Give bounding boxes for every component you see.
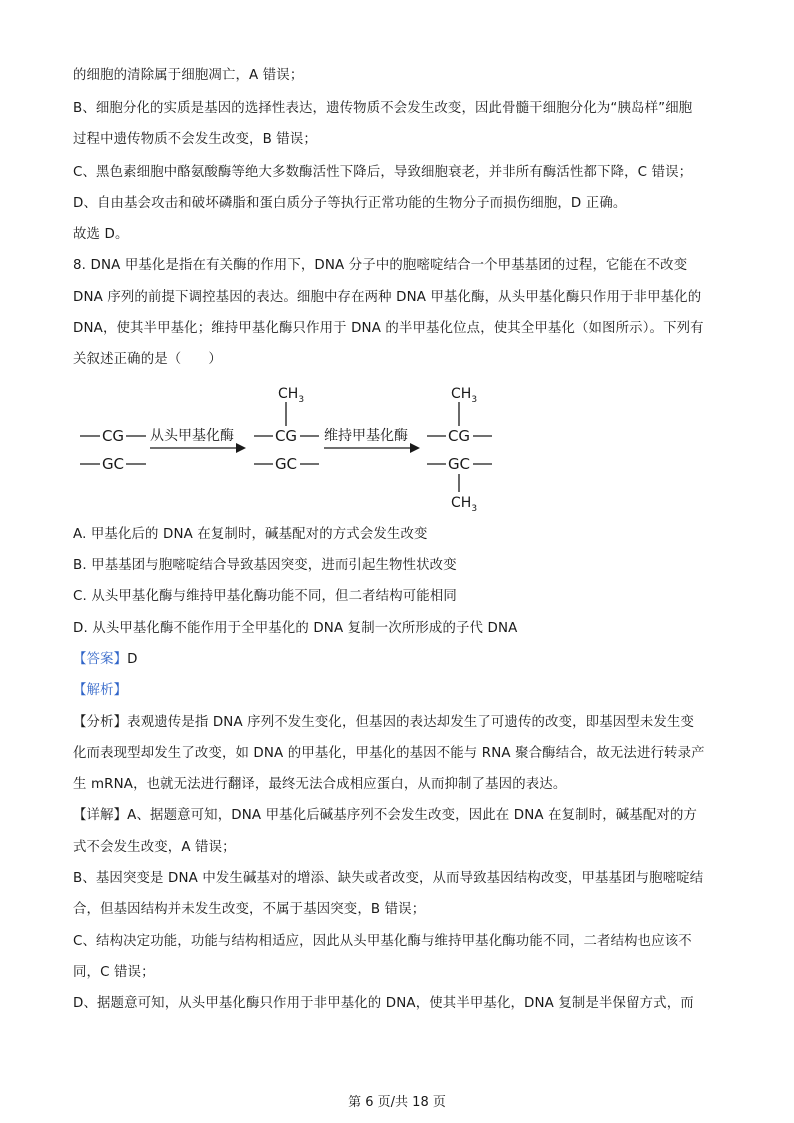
arrow-head <box>236 443 246 453</box>
enzyme-label-maintenance: 维持甲基化酶 <box>324 428 408 444</box>
answer-tag: 【答案】 <box>73 652 128 667</box>
text-line: 故选 D。 <box>73 227 129 242</box>
arrow-head <box>410 443 420 453</box>
strand-top-label: CG <box>101 427 125 445</box>
analysis-line: 化而表现型却发生了改变，如 DNA 的甲基化，甲基化的基因不能与 RNA 聚合酶结合，故无法进行转录产 <box>73 746 705 761</box>
strand-top-label: CG <box>447 427 471 445</box>
text-line: B、细胞分化的实质是基因的选择性表达，遗传物质不会发生改变，因此骨髓干细胞分化为“胰岛样”细胞 <box>73 101 693 116</box>
detail-line: C、结构决定功能，功能与结构相适应，因此从头甲基化酶与维持甲基化酶功能不同，二者结构也应该不 <box>73 934 692 949</box>
question-stem: DNA，使其半甲基化；维持甲基化酶只作用于 DNA 的半甲基化位点，使其全甲基化（如图所示）。下列有 <box>73 321 704 336</box>
question-stem: DNA 序列的前提下调控基因的表达。细胞中存在两种 DNA 甲基化酶，从头甲基化酶只作用于非甲基化的 <box>73 290 702 305</box>
answer-value: D <box>127 652 138 667</box>
answer-line <box>73 650 733 670</box>
methylation-diagram <box>0 0 794 520</box>
detail-tag: 【详解】 <box>73 808 128 823</box>
text-line: 过程中遗传物质不会发生改变，B 错误； <box>73 132 317 147</box>
question-stem: 关叙述正确的是（ ） <box>73 352 222 367</box>
strand-top-label: CG <box>274 427 298 445</box>
detail-line: 同，C 错误； <box>73 965 155 980</box>
option-d: D. 从头甲基化酶不能作用于全甲基化的 DNA 复制一次所形成的子代 DNA <box>73 621 518 636</box>
detail-text: A、据题意可知，DNA 甲基化后碱基序列不会发生改变，因此在 DNA 在复制时，碱基配对的方 <box>127 808 698 823</box>
analysis-heading <box>73 681 733 701</box>
strand-bottom-label: GC <box>101 455 125 473</box>
detail-line: D、据题意可知，从头甲基化酶只作用于非甲基化的 DNA，使其半甲基化，DNA 复制是半保留方式，而 <box>73 996 694 1011</box>
analysis-text: 表观遗传是指 DNA 序列不发生变化，但基因的表达却发生了可遗传的改变，即基因型未发生变 <box>127 715 695 730</box>
strand-bottom-label: GC <box>274 455 298 473</box>
option-b: B. 甲基基团与胞嘧啶结合导致基因突变，进而引起生物性状改变 <box>73 558 457 573</box>
methyl-group-label: $CH_3$ <box>451 495 478 514</box>
analysis-line: 生 mRNA，也就无法进行翻译，最终无法合成相应蛋白，从而抑制了基因的表达。 <box>73 777 567 792</box>
text-line: C、黑色素细胞中酪氨酸酶等绝大多数酶活性下降后，导致细胞衰老，并非所有酶活性都下降，C 错误； <box>73 165 693 180</box>
methyl-group-label: $CH_3$ <box>278 386 305 405</box>
enzyme-label-de-novo: 从头甲基化酶 <box>150 428 234 444</box>
analysis-tag: 【解析】 <box>73 683 128 698</box>
detail-line: 式不会发生改变，A 错误； <box>73 840 236 855</box>
detail-line: 合，但基因结构并未发生改变，不属于基因突变，B 错误； <box>73 902 426 917</box>
text-line: D、自由基会攻击和破坏磷脂和蛋白质分子等执行正常功能的生物分子而损伤细胞，D 正确。 <box>73 196 627 211</box>
strand-bottom-label: GC <box>447 455 471 473</box>
analysis-line <box>73 713 733 733</box>
analysis-subtag: 【分析】 <box>73 715 128 730</box>
option-c: C. 从头甲基化酶与维持甲基化酶功能不同，但二者结构可能相同 <box>73 589 457 604</box>
detail-line <box>73 806 733 826</box>
question-stem: 8. DNA 甲基化是指在有关酶的作用下，DNA 分子中的胞嘧啶结合一个甲基基团的过程，它能在不改变 <box>73 258 688 273</box>
text-line: 的细胞的清除属于细胞凋亡，A 错误； <box>73 68 304 83</box>
detail-line: B、基因突变是 DNA 中发生碱基对的增添、缺失或者改变，从而导致基因结构改变，甲基基团与胞嘧啶结 <box>73 871 704 886</box>
page-footer: 第 6 页/共 18 页 <box>348 1095 446 1110</box>
methyl-group-label: $CH_3$ <box>451 386 478 405</box>
option-a: A. 甲基化后的 DNA 在复制时，碱基配对的方式会发生改变 <box>73 527 428 542</box>
